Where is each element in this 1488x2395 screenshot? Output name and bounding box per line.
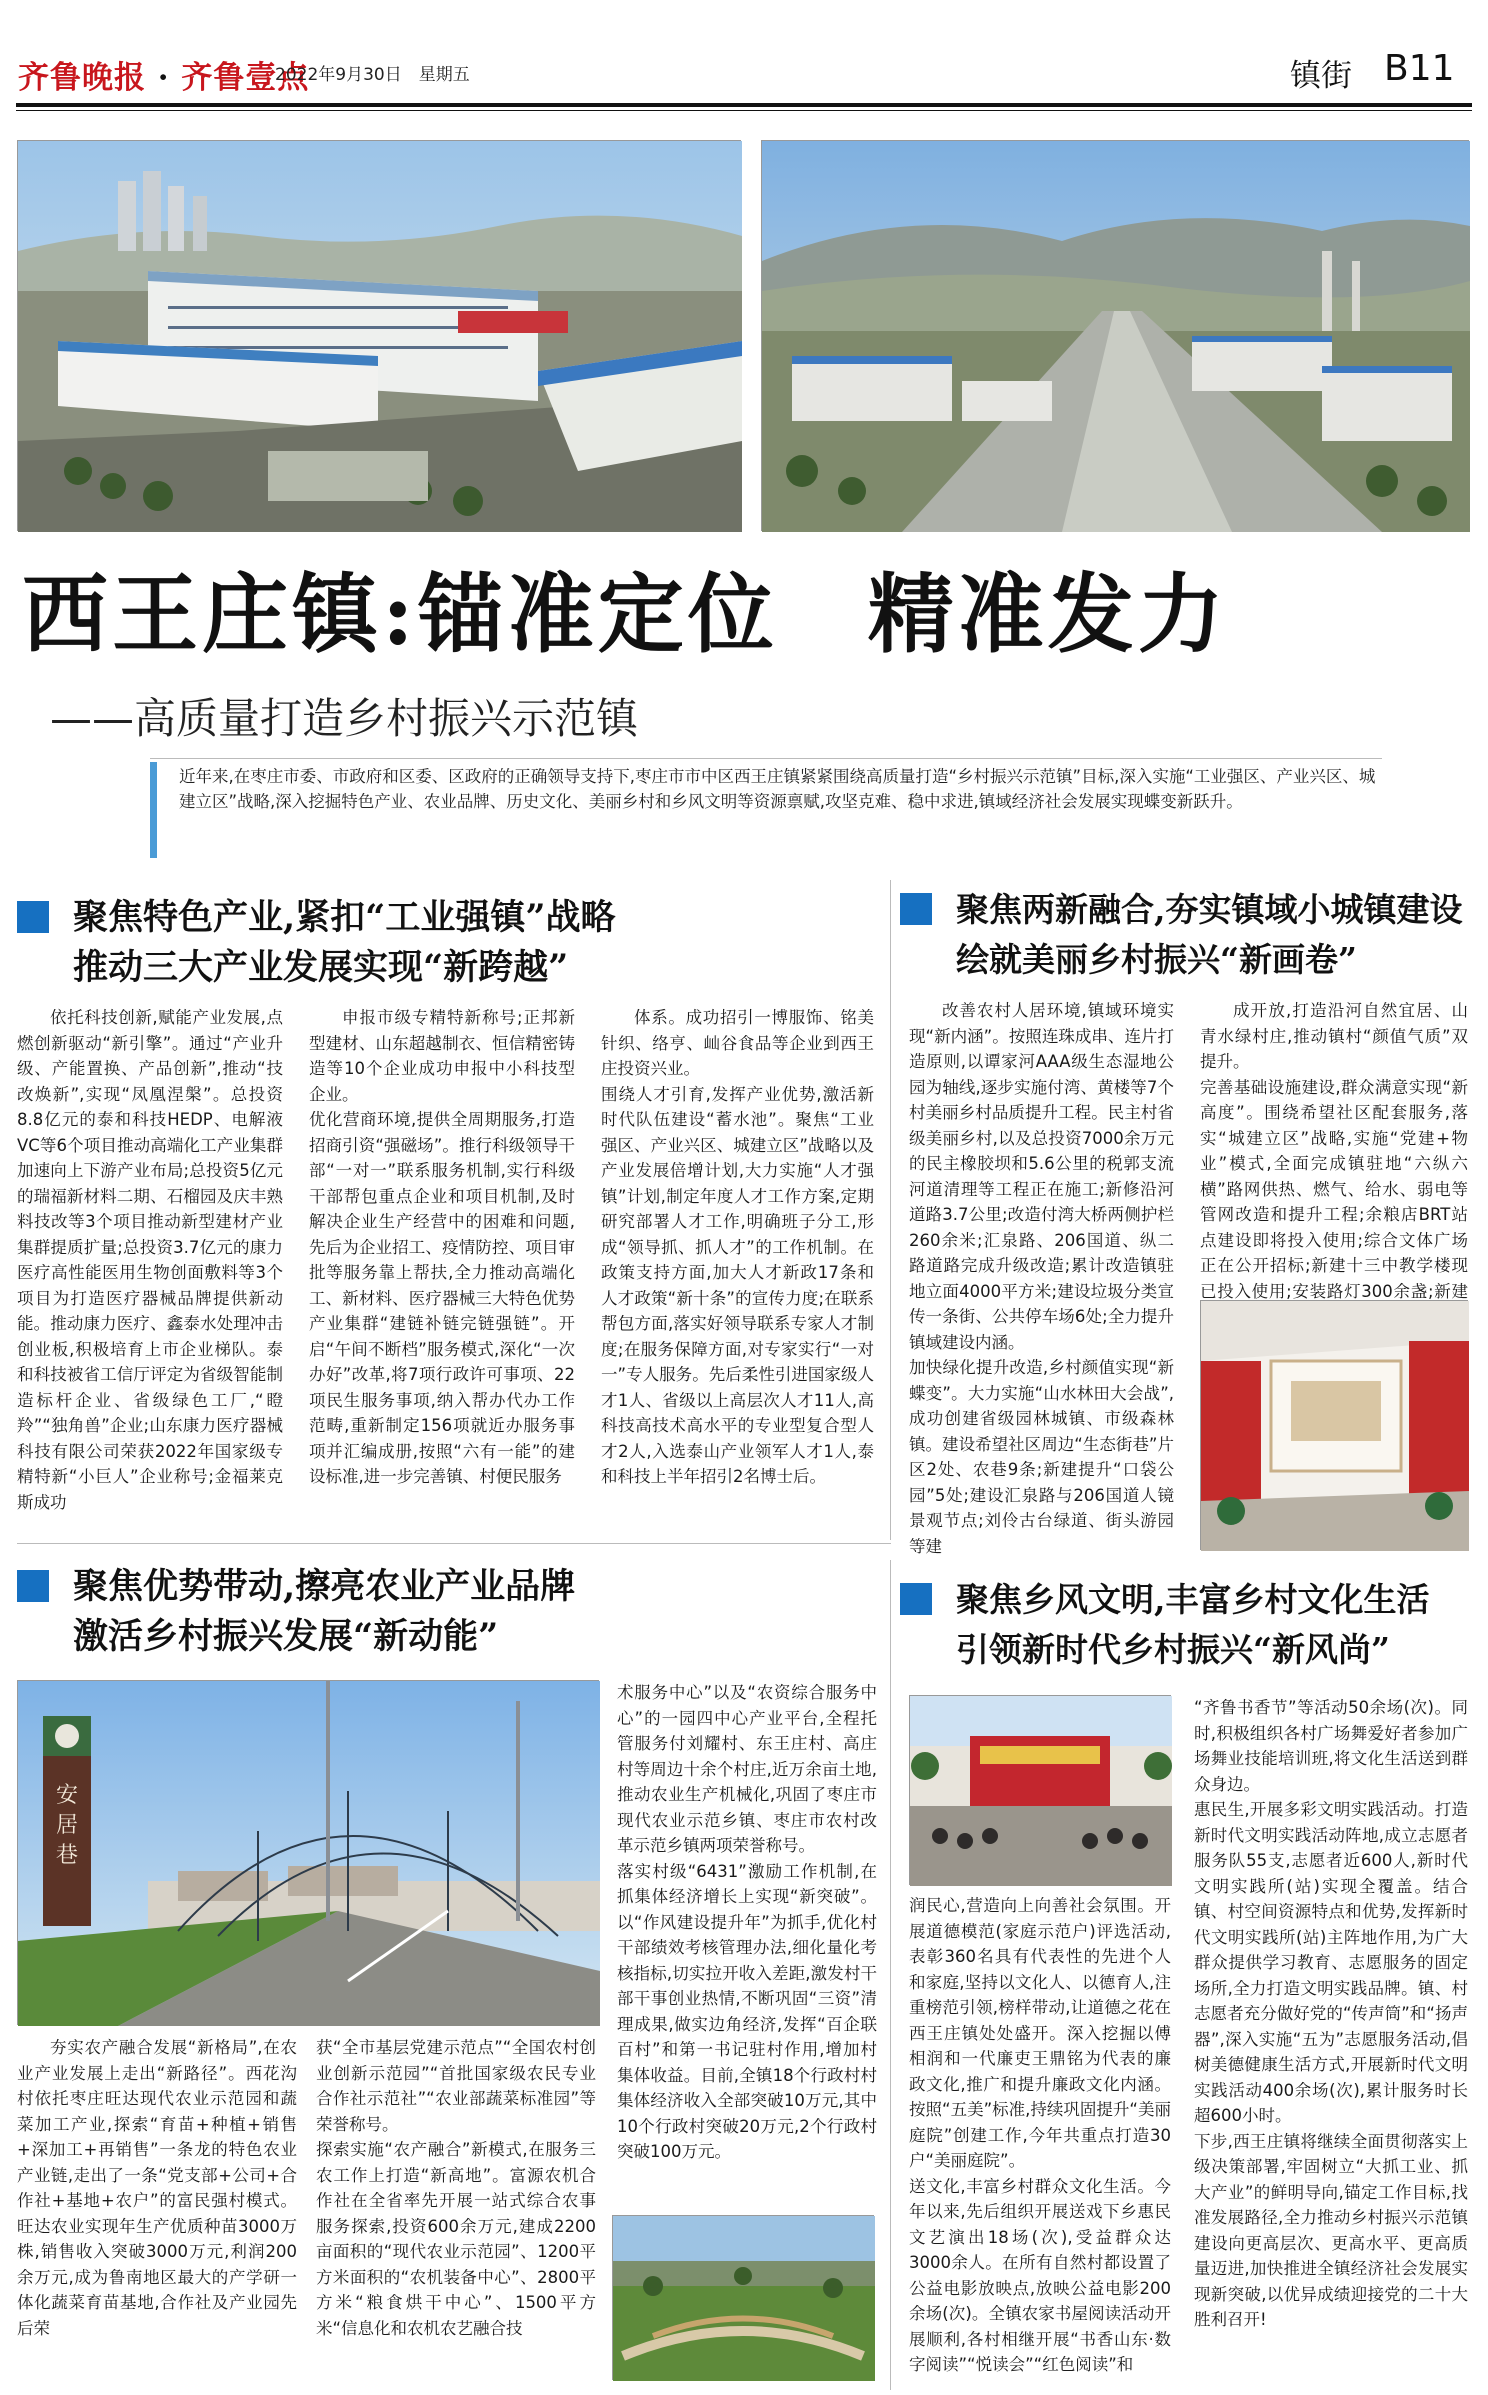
section3-column-2: 获“全市基层党建示范点”“全国农村创业创新示范园”“首批国家级农民专业合作社示范社”“农业部蔬菜标准园”等荣誉称号。 探索实施“农产融合”新模式,在服务三农工作上打造“新高地”。富源农机合作社在全省率先开展一站式综合农事服务探索,投资600余万元,建成2200亩面积的“现代农业示范园”、1200平方米面积的“农机装备中心”、2800平方米“粮食烘干中心”、1500平方米“信息化和农机农艺融合技	[316, 2038, 596, 2338]
section-marker	[17, 901, 49, 933]
header-rule-thin	[16, 110, 1472, 111]
column-divider	[890, 1560, 891, 2390]
section1-column-3: 体系。成功招引一博服饰、铭美针织、络亨、屾谷食品等企业到西王庄投资兴业。 围绕人才引育,发挥产业优势,激活新时代队伍建设“蓄水池”。聚焦“工业强区、产业兴区、城建立区”战略以及产业发展倍增计划,大力实施“人才强镇”计划,制定年度人才工作方案,定期研究部署人才工作,明确班子分工,形成“领导抓、抓人才”的工作机制。在政策支持方面,加大人才新政17条和人才政策“新十条”的宣传力度;在联系帮包方面,落实好领导联系专家人才制度;在服务保障方面,对专家实行“一对一”专人服务。先后柔性引进国家级人才1人、省级以上高层次人才11人,高科技高技术高水平的专业型复合型人才2人,入选泰山产业领军人才1人,泰和科技上半年招引2名博士后。	[601, 1008, 874, 1486]
page-number: B11	[1384, 48, 1455, 89]
section-divider	[17, 1543, 891, 1544]
section2-heading-line2: 绘就美丽乡村振兴“新画卷”	[956, 940, 1357, 979]
issue-date: 2022年9月30日 星期五	[275, 65, 470, 85]
town-road-photo	[761, 140, 1469, 531]
exhibition-hall-photo	[1200, 1300, 1468, 1550]
header-rule	[16, 103, 1472, 107]
section-marker	[900, 1583, 932, 1615]
section1-column-1: 依托科技创新,赋能产业发展,点燃创新驱动“新引擎”。通过“产业升级、产能置换、产品创新”,推动“技改焕新”,实现“凤凰涅槃”。总投资8.8亿元的泰和科技HEDP、电解液VC等6个项目推动高端化工产业集群加速向上下游产业布局;总投资5亿元的瑞福新材料二期、石榴园及庆丰熟料技改等3个项目推动新型建材产业集群提质扩量;总投资3.7亿元的康力医疗高性能医用生物创面敷料等3个项目为打造医疗器械品牌提供新动能。推动康力医疗、鑫泰水处理冲击创业板,积极培育上市企业梯队。泰和科技被省工信厅评定为省级智能制造标杆企业、省级绿色工厂,“瞪羚”“独角兽”企业;山东康力医疗器械科技有限公司荣获2022年国家级专精特新“小巨人”企业称号;金福莱克斯成功	[17, 1008, 283, 1512]
section4-heading	[900, 1575, 1430, 1675]
column-divider	[890, 880, 891, 1540]
village-road-photo	[17, 1680, 599, 2025]
section2-heading-line1: 聚焦两新融合,夯实镇域小城镇建设	[956, 890, 1463, 929]
page-subtitle: ——高质量打造乡村振兴示范镇	[50, 694, 639, 743]
section-marker	[900, 893, 932, 925]
cultural-performance-photo	[909, 1695, 1171, 1885]
section1-heading-line1: 聚焦特色产业,紧扣“工业强镇”战略	[73, 897, 616, 938]
section4-heading-line1: 聚焦乡风文明,丰富乡村文化生活	[956, 1580, 1430, 1619]
section1-heading	[17, 893, 615, 993]
section2-column-1: 改善农村人居环境,镇域环境实现“新内涵”。按照连珠成串、连片打造原则,以谭家河AAA级生态湿地公园为轴线,逐步实施付湾、黄楼等7个村美丽乡村品质提升工程。民主村省级美丽乡村,以及总投资7000余万元的民主橡胶坝和5.6公里的税郭支流河道清理等工程正在施工;新修沿河道路3.7公里;改造付湾大桥两侧护栏260余米;汇泉路、206国道、纵二路道路完成升级改造;累计改造镇驻地立面4000平方米;建设垃圾分类宣传一条街、公共停车场6处;全力提升镇域建设内涵。 加快绿化提升改造,乡村颜值实现“新蝶变”。大力实施“山水林田大会战”,成功创建省级园林城镇、市级森林镇。建设希望社区周边“生态街巷”片区2处、农巷9条;新建提升“口袋公园”5处;建设汇泉路与206国道人镜景观节点;刘伶古台绿道、街头游园等建	[909, 1001, 1174, 1556]
section-name: 镇街	[1290, 58, 1352, 94]
section4-heading-line2: 引领新时代乡村振兴“新风尚”	[956, 1630, 1390, 1669]
village-sign-text: 安居巷	[55, 1783, 78, 1868]
section4-column-2: “齐鲁书香节”等活动50余场(次)。同时,积极组织各村广场舞爱好者参加广场舞业技能培训班,将文化生活送到群众身边。 惠民生,开展多彩文明实践活动。打造新时代文明实践活动阵地,成立志愿者服务队55支,志愿者近600人,新时代文明实践所(站)实现全覆盖。结合镇、村空间资源特点和优势,发挥新时代文明实践所(站)主阵地作用,为广大群众提供学习教育、志愿服务的固定场所,全力打造文明实践品牌。镇、村志愿者充分做好党的“传声筒”和“扬声器”,深入实施“五为”志愿服务活动,倡树美德健康生活方式,开展新时代文明实践活动400余场(次),累计服务时长超600小时。 下步,西王庄镇将继续全面贯彻落实上级决策部署,牢固树立“大抓工业、抓大产业”的鲜明导向,锚定工作目标,找准发展路径,全力推动乡村振兴示范镇建设向更高层次、更高水平、更高质量迈进,加快推进全镇经济社会发展实现新突破,以优异成绩迎接党的二十大胜利召开!	[1194, 1698, 1468, 2329]
section-marker	[17, 1570, 49, 1602]
section3-heading	[17, 1562, 575, 1662]
section1-column-2: 申报市级专精特新称号;正邦新型建材、山东超越制衣、恒信精密铸造等10个企业成功申报中小科技型企业。 优化营商环境,提供全周期服务,打造招商引资“强磁场”。推行科级领导干部“一对一”联系服务机制,实行科级干部帮包重点企业和项目机制,及时解决企业生产经营中的困难和问题,先后为企业招工、疫情防控、项目审批等服务靠上帮扶,全力推动高端化工、新材料、医疗器械三大特色优势产业集群“建链补链完链强链”。开启“午间不断档”服务模式,深化“一次办好”改革,将7项行政许可事项、22项民生服务事项,纳入帮办代办工作范畴,重新制定156项就近办服务事项并汇编成册,按照“六有一能”的建设标准,进一步完善镇、村便民服务	[309, 1008, 575, 1486]
section1-heading-line2: 推动三大产业发展实现“新跨越”	[73, 947, 569, 988]
section2-heading	[900, 885, 1463, 985]
section3-column-right: 术服务中心”以及“农资综合服务中心”的一园四中心产业平台,全程托管服务付刘耀村、东王庄村、高庄村等周边十余个村庄,近万余亩土地,推动农业生产机械化,巩固了枣庄市现代农业示范乡镇、枣庄市农村改革示范乡镇两项荣誉称号。 落实村级“6431”激励工作机制,在抓集体经济增长上实现“新突破”。以“作风建设提升年”为抓手,优化村干部绩效考核管理办法,细化量化考核指标,切实拉开收入差距,激发村干部干事创业热情,不断巩固“三资”清理成果,做实边角经济,发挥“百企联百村”和第一书记驻村作用,增加村集体收益。目前,全镇18个行政村村集体经济收入全部突破10万元,其中10个行政村突破20万元,2个行政村突破100万元。	[617, 1683, 877, 2161]
section2-column-2: 成开放,打造沿河自然宜居、山青水绿村庄,推动镇村“颜值气质”双提升。 完善基础设施建设,群众满意实现“新高度”。围绕希望社区配套服务,落实“城建立区”战略,实施“党建+物业”模式,全面完成镇驻地“六纵六横”路网供热、燃气、给水、弱电等管网改造和提升工程;余粮店BRT站点建设即将投入使用;综合文体广场正在公开招标;新建十三中教学楼现已投入使用;安装路灯300余盏;新建	[1200, 1001, 1468, 1301]
section4-column-1: 润民心,营造向上向善社会氛围。开展道德模范(家庭示范户)评选活动,表彰360名具有代表性的先进个人和家庭,坚持以文化人、以德育人,注重榜范引领,榜样带动,让道德之花在西王庄镇处处盛开。深入挖掘以傅相润和一代廉吏王鼎铭为代表的廉政文化,推广和提升廉政文化内涵。按照“五美”标准,持续巩固提升“美丽庭院”创建工作,今年共重点打造30户“美丽庭院”。 送文化,丰富乡村群众文化生活。今年以来,先后组织开展送戏下乡惠民文艺演出18场(次),受益群众达3000余人。在所有自然村都设置了公益电影放映点,放映公益电影200余场(次)。全镇农家书屋阅读活动开展顺利,各村相继开展“书香山东·数字阅读”“悦读会”“红色阅读”和	[909, 1896, 1171, 2374]
intro-lead: 近年来,在枣庄市委、市政府和区委、区政府的正确领导支持下,枣庄市市中区西王庄镇紧紧围绕高质量打造“乡村振兴示范镇”目标,深入实施“工业强区、产业兴区、城建立区”战略,深入挖掘特色产业、农业品牌、历史文化、美丽乡村和乡风文明等资源禀赋,攻坚克难、稳中求进,镇域经济社会发展实现蝶变新跃升。	[150, 762, 1382, 858]
section3-column-1: 夯实农产融合发展“新格局”,在农业产业发展上走出“新路径”。西花沟村依托枣庄旺达现代农业示范园和蔬菜加工产业,探索“育苗+种植+销售+深加工+再销售”一条龙的特色农业产业链,走出了一条“党支部+公司+合作社+基地+农户”的富民强村模式。旺达农业实现年生产优质种苗3000万株,销售收入突破3000万元,利润200余万元,成为鲁南地区最大的产学研一体化蔬菜育苗基地,合作社及产业园先后荣	[17, 2038, 297, 2338]
section3-heading-line2: 激活乡村振兴发展“新动能”	[73, 1616, 499, 1657]
garden-photo	[612, 2215, 874, 2380]
industrial-park-photo	[17, 140, 741, 531]
page-title: 西王庄镇:锚准定位 精准发力	[22, 564, 1228, 665]
newspaper-brand: 齐鲁晚报 · 齐鲁壹点	[18, 60, 310, 96]
section3-heading-line1: 聚焦优势带动,擦亮农业产业品牌	[73, 1566, 576, 1607]
intro-rule	[150, 758, 1382, 759]
